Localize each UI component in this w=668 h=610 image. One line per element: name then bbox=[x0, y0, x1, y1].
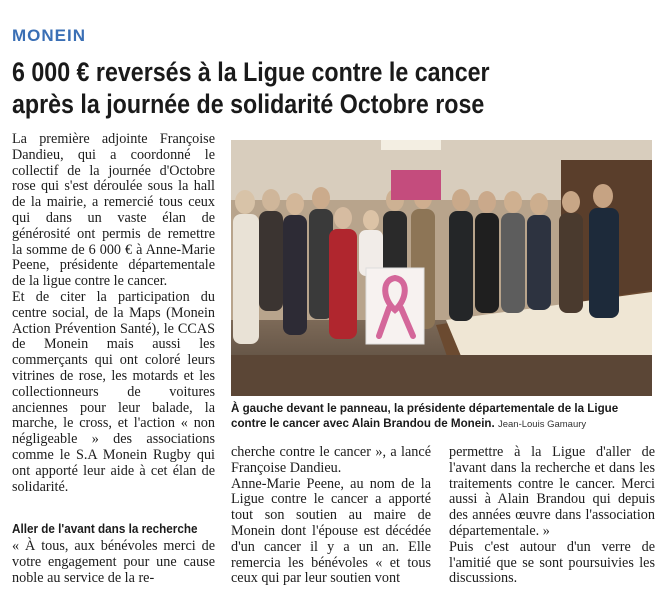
paragraph: Anne-Marie Peene, au nom de la Ligue contre le cancer a apporté tout son soutien au maire de Monein dont l'épouse est décédée d'un cancer il y a un an. Elle remercia les bénévoles « et tous ceux qui par leur soutien vont bbox=[231, 475, 431, 587]
caption-text: À gauche devant le panneau, la présidente départementale de la Ligue contre le cancer avec Alain Brandou de Monein. bbox=[231, 402, 619, 430]
photo-credit: Jean-Louis Gamaury bbox=[497, 419, 587, 430]
article-column-right bbox=[449, 445, 655, 587]
article-subhead: Aller de l'avant dans la recherche bbox=[12, 521, 198, 536]
paragraph: Puis c'est autour d'un verre de l'amitié que se sont poursuivies les discussions. bbox=[449, 538, 655, 587]
headline-line-1: 6 000 € reversés à la Ligue contre le cancer bbox=[12, 57, 490, 87]
headline bbox=[12, 56, 571, 120]
photo-caption bbox=[231, 401, 656, 432]
paragraph: cherche contre le cancer », a lancé Françoise Dandieu. bbox=[231, 444, 431, 476]
article-column-middle bbox=[231, 445, 431, 587]
paragraph: Et de citer la participation du centre social, de la Maps (Monein Action Prévention Santé), le CCAS de Monein mais aussi les commerçants qui ont coloré leurs vitrines de rose, les motards et les collectionneurs de voitures anciennes pour leur balade, la marche, le cross, et l'action « non négligeable » des associations comme le S.A Monein Rugby qui ont apporté leur aide à cet élan de solidarité. bbox=[12, 288, 215, 495]
paragraph: La première adjointe Françoise Dandieu, qui a coordonné le collectif de la journée d'Octobre rose qui s'est déroulée sous la hall de la mairie, a remercié tous ceux qui dans un vaste élan de générosité ont permis de remettre la somme de 6 000 € à Anne-Marie Peene, présidente départementale de la ligue contre le cancer. bbox=[12, 131, 215, 290]
section-kicker: MONEIN bbox=[12, 26, 86, 45]
article-photo bbox=[231, 140, 652, 396]
paragraph: permettre à la Ligue d'aller de l'avant dans la recherche et dans les traitements contre le cancer. Merci aussi à Alain Brandou qui depuis des années œuvre dans l'association départementale. » bbox=[449, 444, 655, 539]
paragraph: « À tous, aux bénévoles merci de votre engagement pour une cause noble au service de la re- bbox=[12, 538, 215, 586]
headline-line-2: après la journée de solidarité Octobre rose bbox=[12, 89, 485, 119]
group-photo-illustration bbox=[231, 140, 652, 396]
article-column-left-bottom bbox=[12, 539, 215, 586]
article-column-left bbox=[12, 132, 215, 495]
